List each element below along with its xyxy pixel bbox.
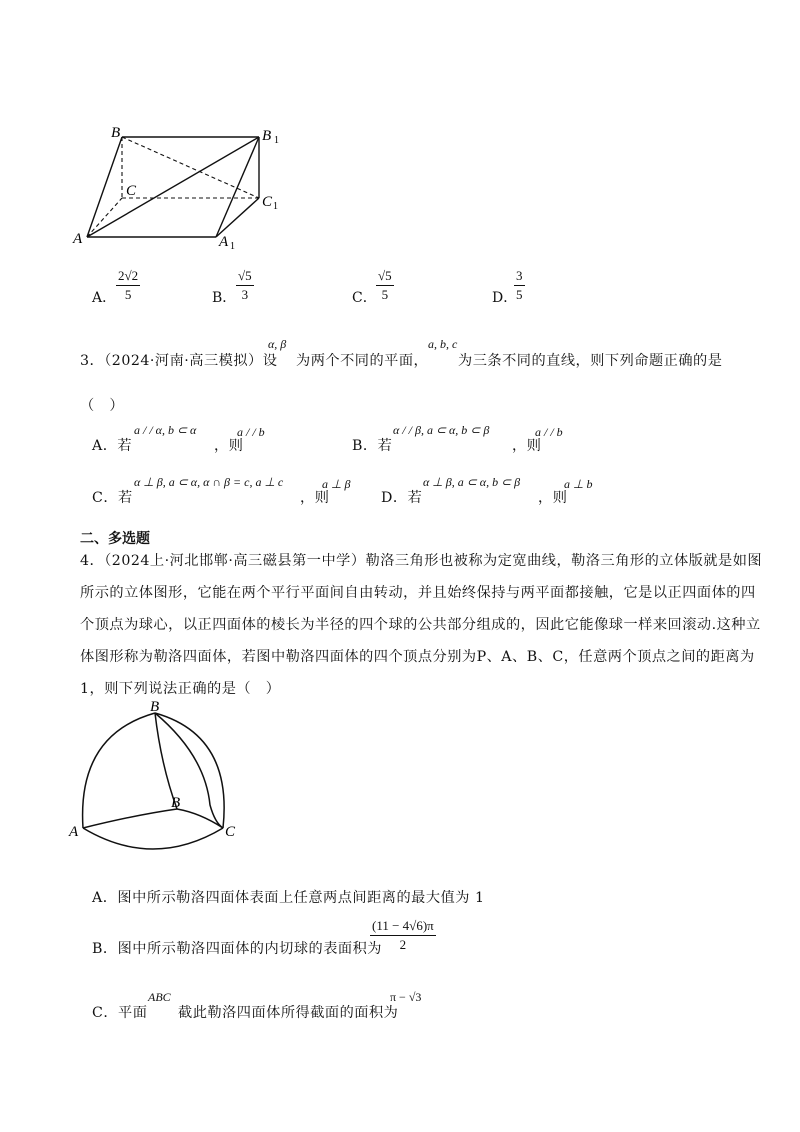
q3-option-b-cond: α / / β, a ⊂ α, b ⊂ β — [393, 423, 490, 437]
q4-option-a: A．图中所示勒洛四面体表面上任意两点间距离的最大值为 1 — [92, 890, 485, 906]
q3-option-a-cond: a / / α, b ⊂ α — [134, 423, 197, 437]
q3-option-a-then: ，则 — [214, 438, 244, 454]
q3-option-d-then: ，则 — [538, 490, 568, 506]
label-C: C — [126, 183, 137, 199]
q2-option-b-value: $\frac{√5}{3}$ — [238, 268, 252, 302]
q3-option-b-result: a / / b — [535, 425, 563, 439]
q4-option-c-result: π − √3 — [390, 990, 422, 1004]
q2-option-c-value: $\frac{√5}{5}$ — [378, 268, 392, 302]
q4-line-1: 4．（2024上·河北邯郸·高三磁县第一中学）勒洛三角形也被称为定宽曲线，勒洛三角形的立体版就是如图 — [80, 553, 763, 569]
q4-option-c-text1: C．平面 — [92, 1005, 148, 1021]
reuleaux-label-top: B — [150, 699, 160, 715]
q3-option-b-then: ，则 — [512, 438, 542, 454]
label-C1: C — [262, 194, 273, 210]
q4-line-2: 所示的立体图形，它能在两个平行平面间自由转动，并且始终保持与两平面都接触，它是以正四面体的四 — [80, 585, 756, 601]
q2-option-a-value: $\frac{2√2}{5}$ — [118, 268, 139, 302]
q4-option-c-text2: 截此勒洛四面体所得截面的面积为 — [178, 1005, 399, 1021]
q2-option-a-letter: A． — [92, 290, 117, 306]
q2-option-c-letter: C． — [352, 290, 377, 306]
q3-option-c-then: ，则 — [300, 490, 330, 506]
section-title: 二、多选题 — [80, 531, 150, 547]
q4-option-b-text: B．图中所示勒洛四面体的内切球的表面积为 — [92, 941, 382, 957]
label-C1-sub: 1 — [273, 201, 278, 212]
q3-option-a-result: a / / b — [237, 425, 265, 439]
q3-option-d-result: a ⊥ b — [564, 477, 593, 491]
q3-option-c-letter: C．若 — [92, 490, 133, 506]
reuleaux-tetrahedron-figure — [65, 695, 255, 865]
q2-option-d-letter: D． — [492, 290, 518, 306]
q3-paren: （ ） — [80, 398, 125, 414]
q3-option-d-cond: α ⊥ β, a ⊂ α, b ⊂ β — [423, 475, 521, 489]
label-B: B — [111, 125, 121, 141]
q4-line-3: 个顶点为球心，以正四面体的棱长为半径的四个球的公共部分组成的，因此它能像球一样来回滚动.这种立 — [80, 617, 761, 633]
q2-option-b-letter: B． — [212, 290, 237, 306]
q3-stem-mid: 为两个不同的平面， — [296, 353, 429, 369]
q3-stem-prefix: 3．（2024·河南·高三模拟）设 — [80, 353, 278, 369]
label-B1: B — [262, 128, 272, 144]
q3-alpha-beta: α, β — [268, 337, 287, 351]
q4-line-5: 1，则下列说法正确的是（ ） — [80, 681, 281, 697]
q4-line-4: 体图形称为勒洛四面体，若图中勒洛四面体的四个顶点分别为P、A、B、C，任意两个顶点之间的距离为 — [80, 649, 755, 665]
label-B1-sub: 1 — [274, 135, 279, 146]
q3-stem-end: 为三条不同的直线，则下列命题正确的是 — [458, 353, 723, 369]
q3-option-c-cond: α ⊥ β, a ⊂ α, α ∩ β = c, a ⊥ c — [134, 475, 284, 489]
q3-abc: a, b, c — [428, 337, 458, 351]
q3-option-b-letter: B．若 — [352, 438, 393, 454]
label-A1-sub: 1 — [230, 241, 235, 252]
label-A: A — [73, 231, 83, 247]
reuleaux-label-right: C — [225, 824, 236, 840]
q3-option-c-result: a ⊥ β — [322, 477, 351, 491]
prism-figure — [60, 115, 300, 255]
q2-option-d-value: $\frac{3}{5}$ — [516, 268, 523, 302]
q4-option-b-value: $\frac{(11 - 4√6)\pi}{2}$ — [372, 918, 434, 952]
q3-option-a-letter: A．若 — [92, 438, 133, 454]
reuleaux-label-left: A — [69, 824, 79, 840]
q4-option-c-plane: ABC — [148, 990, 171, 1004]
reuleaux-label-mid: B — [171, 795, 181, 811]
label-A1: A — [219, 234, 229, 250]
q3-option-d-letter: D．若 — [381, 490, 423, 506]
